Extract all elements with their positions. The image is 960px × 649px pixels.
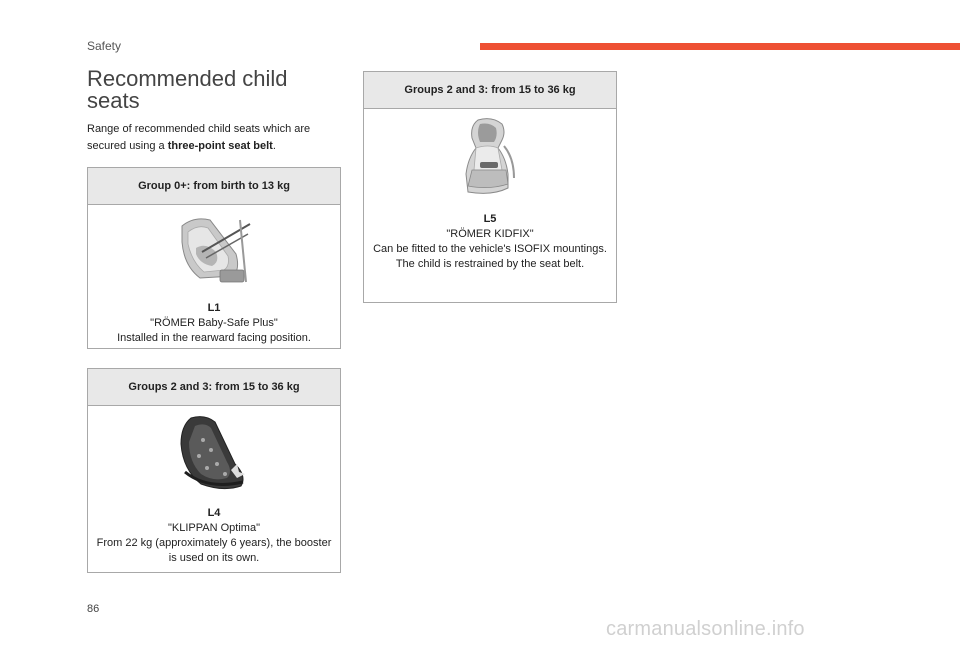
seat-code: L5 — [483, 213, 497, 225]
seat-code: L4 — [207, 507, 221, 519]
intro-bold-term: three-point seat belt — [167, 140, 273, 152]
booster-seat-image — [88, 414, 340, 496]
seat-description: Can be fitted to the vehicle's ISOFIX mountings. — [373, 243, 607, 255]
child-seat-card-l1 — [87, 167, 341, 349]
intro-text-start: Range of recommended child seats which are secured using a — [87, 123, 311, 152]
card-heading: Group 0+: from birth to 13 kg — [88, 168, 340, 205]
intro-text-end: . — [272, 140, 276, 152]
seat-name: "KLIPPAN Optima" — [168, 522, 260, 534]
intro-text — [87, 121, 342, 155]
page-title: Recommended child seats — [87, 66, 288, 113]
infant-carrier-icon — [176, 212, 252, 288]
page-number: 86 — [87, 603, 100, 615]
booster-backrest-image — [364, 118, 616, 198]
card-heading: Groups 2 and 3: from 15 to 36 kg — [88, 369, 340, 406]
seat-code: L1 — [207, 302, 221, 314]
seat-description-2: The child is restrained by the seat belt. — [395, 258, 585, 270]
seat-name: "RÖMER KIDFIX" — [446, 228, 534, 240]
watermark: carmanualsonline.info — [606, 618, 805, 640]
card-heading: Groups 2 and 3: from 15 to 36 kg — [364, 72, 616, 109]
seat-description: From 22 kg (approximately 6 years), the booster is used on its own. — [96, 537, 332, 564]
infant-carrier-image — [88, 212, 340, 292]
child-seat-card-l5 — [363, 71, 617, 303]
header-accent-bar — [480, 43, 960, 50]
child-seat-card-l4 — [87, 368, 341, 573]
booster-backrest-icon — [458, 118, 522, 198]
seat-description: Installed in the rearward facing position. — [117, 332, 311, 344]
seat-name: "RÖMER Baby-Safe Plus" — [150, 317, 278, 329]
booster-seat-icon — [177, 414, 251, 492]
section-label: Safety — [87, 39, 122, 53]
